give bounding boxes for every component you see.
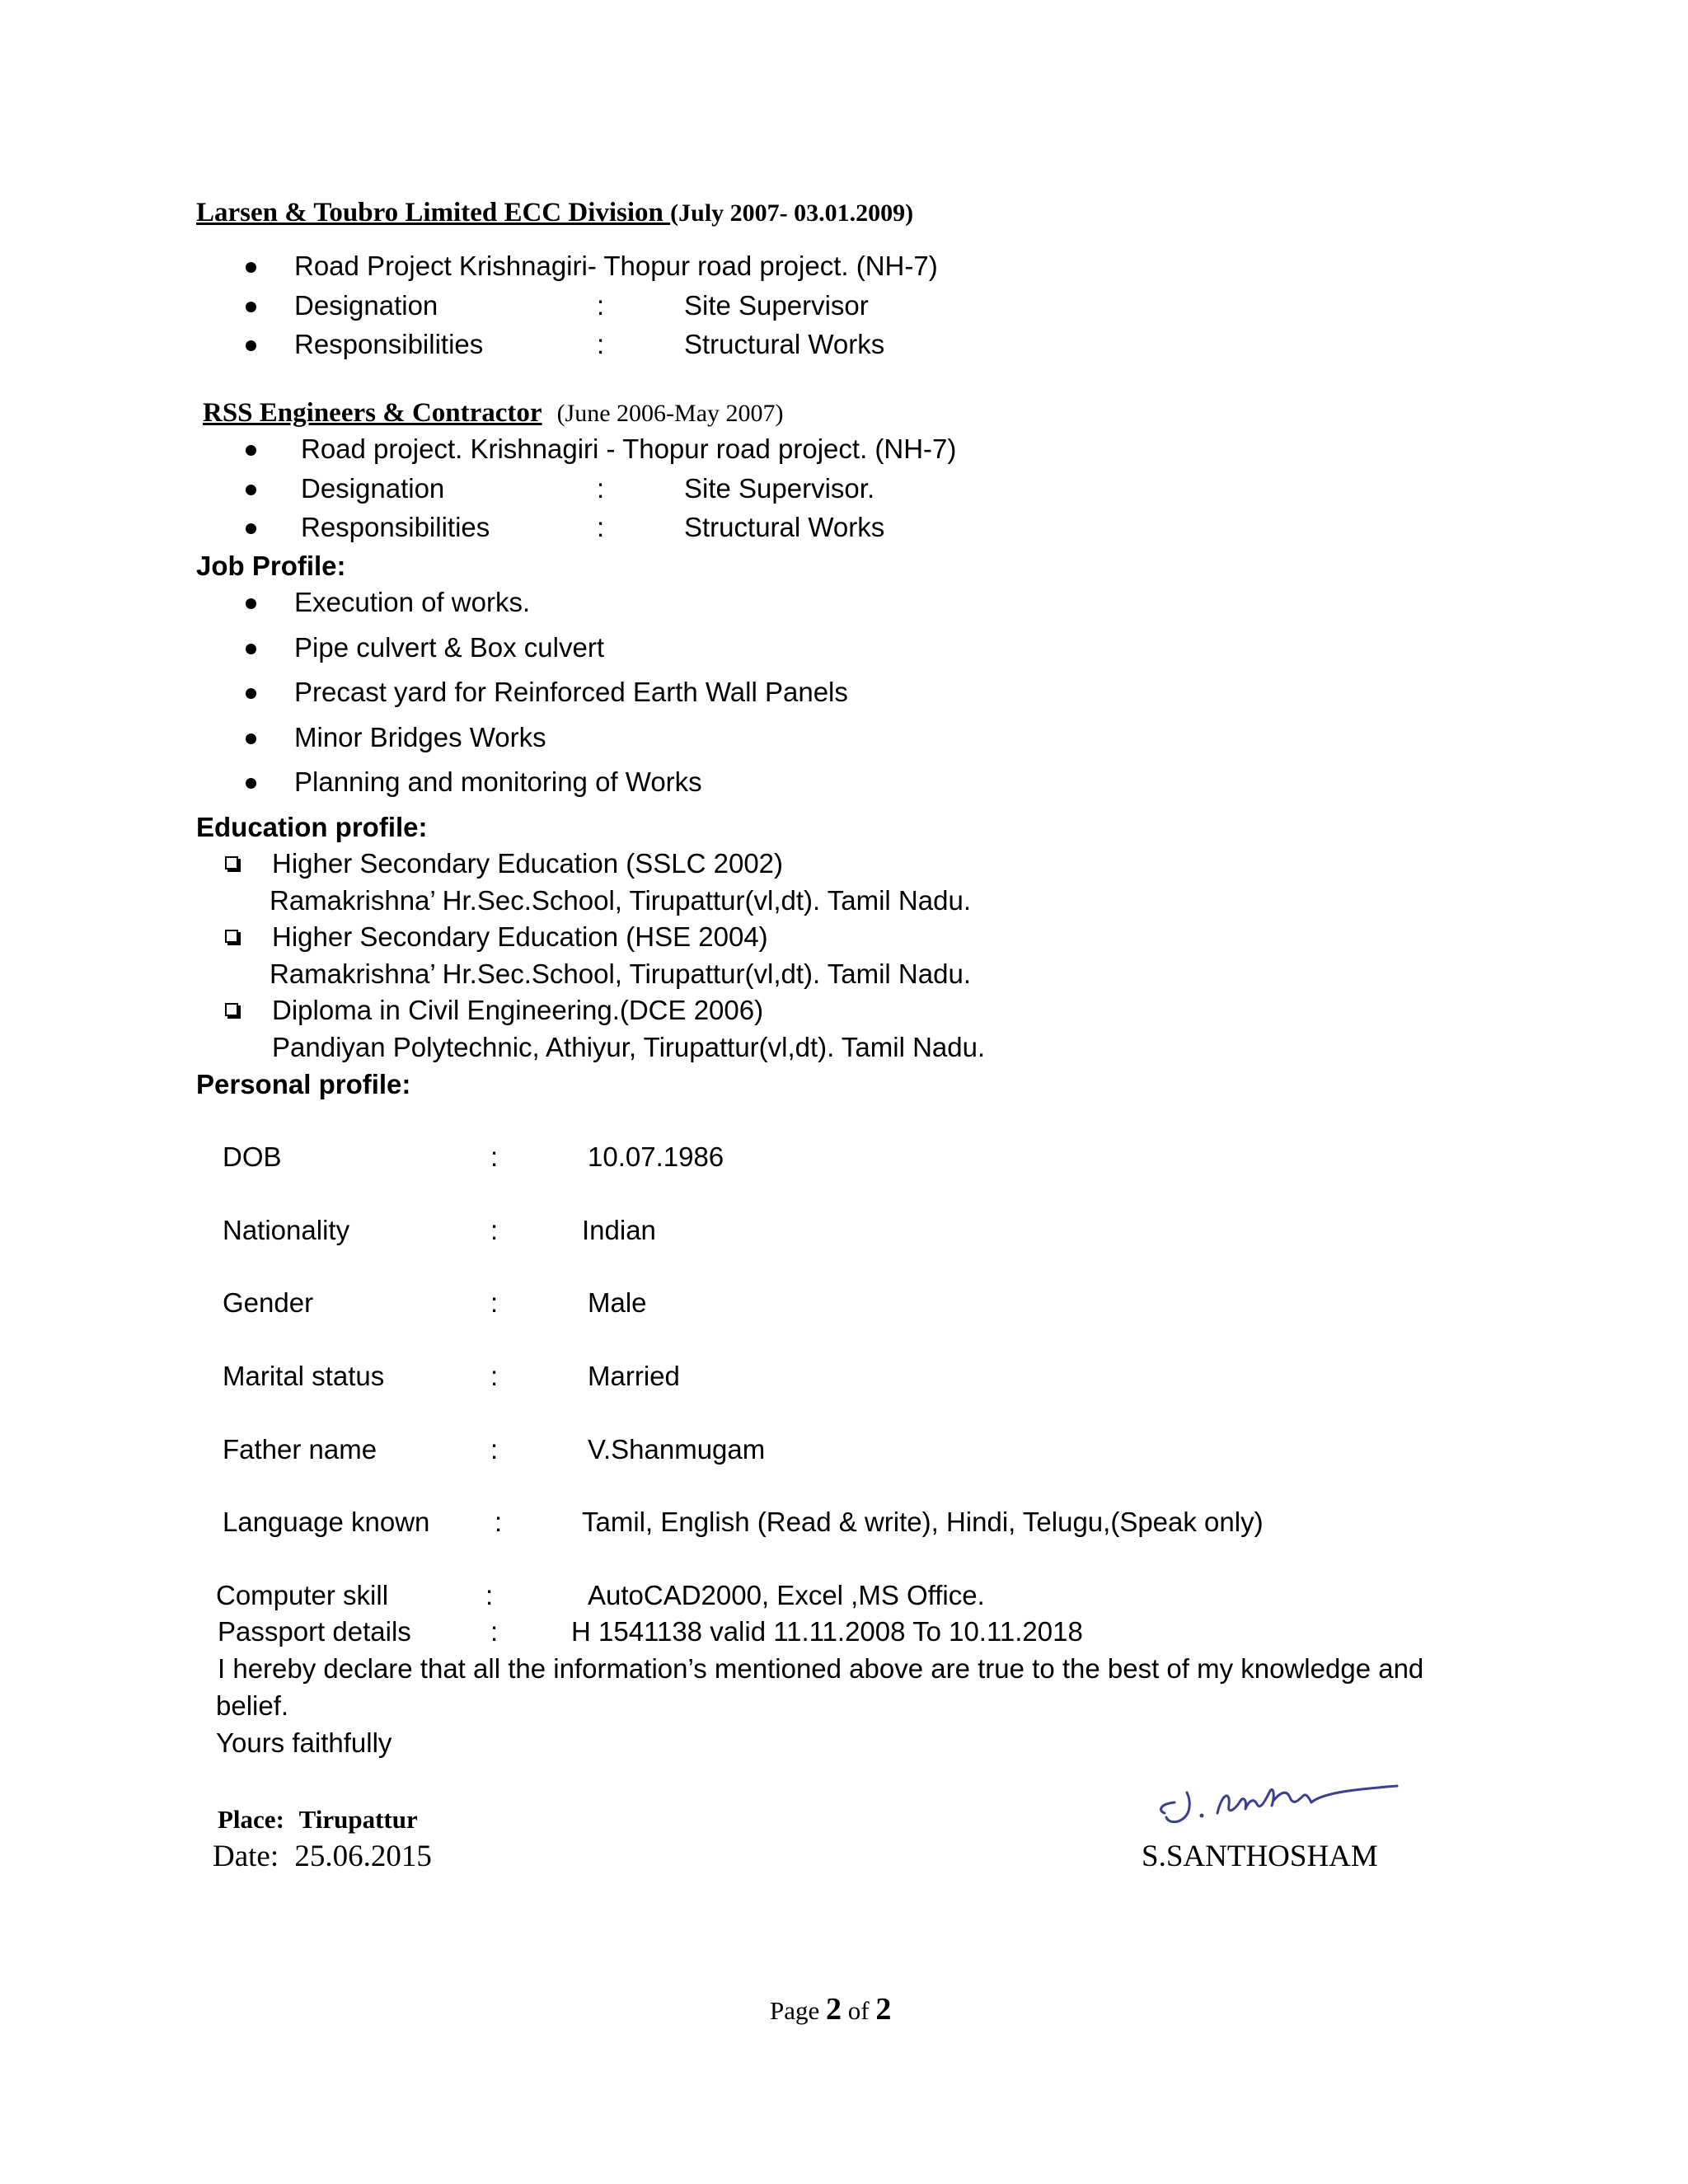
bullet-icon bbox=[246, 644, 256, 654]
place-line bbox=[218, 1805, 418, 1835]
education-title: Higher Secondary Education (HSE 2004) bbox=[272, 921, 768, 952]
job-2-responsibilities-label: Responsibilities bbox=[301, 512, 490, 542]
bullet-icon bbox=[246, 598, 256, 609]
checkbox-square-icon bbox=[225, 1003, 238, 1016]
colon: : bbox=[490, 1287, 499, 1318]
job-1-period: (July 2007- 03.01.2009) bbox=[670, 199, 914, 227]
personal-value-computer: AutoCAD2000, Excel ,MS Office. bbox=[588, 1580, 985, 1610]
bullet-icon bbox=[246, 778, 256, 789]
colon: : bbox=[495, 1507, 503, 1537]
job-profile-item: Precast yard for Reinforced Earth Wall Panels bbox=[294, 677, 848, 707]
page-current: 2 bbox=[826, 1992, 842, 2027]
date-value: 25.06.2015 bbox=[294, 1840, 432, 1873]
personal-value-nationality: Indian bbox=[582, 1215, 656, 1245]
page-number bbox=[770, 1991, 891, 2027]
personal-value-passport: H 1541138 valid 11.11.2008 To 10.11.2018 bbox=[571, 1616, 1083, 1647]
colon: : bbox=[597, 329, 605, 359]
education-heading: Education profile: bbox=[196, 812, 428, 842]
job-2-header bbox=[203, 398, 784, 429]
personal-value-language: Tamil, English (Read & write), Hindi, Telugu,(Speak only) bbox=[582, 1507, 1264, 1537]
personal-value-dob: 10.07.1986 bbox=[588, 1141, 724, 1172]
job-1-responsibilities: Structural Works bbox=[684, 329, 885, 359]
education-school: Ramakrishna’ Hr.Sec.School, Tirupattur(vl,dt). Tamil Nadu. bbox=[270, 885, 971, 916]
closing: Yours faithfully bbox=[216, 1727, 392, 1758]
personal-label-passport: Passport details bbox=[218, 1616, 411, 1647]
job-profile-item: Minor Bridges Works bbox=[294, 722, 546, 752]
personal-value-marital: Married bbox=[588, 1361, 680, 1391]
personal-label-dob: DOB bbox=[223, 1141, 282, 1172]
personal-label-marital: Marital status bbox=[223, 1361, 385, 1391]
job-profile-heading: Job Profile: bbox=[196, 551, 346, 581]
job-2-project: Road project. Krishnagiri - Thopur road project. (NH-7) bbox=[301, 434, 957, 464]
bullet-icon bbox=[246, 340, 256, 351]
job-1-designation: Site Supervisor bbox=[684, 290, 869, 321]
job-1-company: Larsen & Toubro Limited ECC Division bbox=[196, 198, 671, 227]
personal-label-computer: Computer skill bbox=[216, 1580, 389, 1610]
declaration-line-1: I hereby declare that all the information’s mentioned above are true to the best of my knowledge and bbox=[218, 1653, 1424, 1684]
colon: : bbox=[597, 290, 605, 321]
education-school: Ramakrishna’ Hr.Sec.School, Tirupattur(vl,dt). Tamil Nadu. bbox=[270, 958, 971, 989]
checkbox-square-icon bbox=[225, 856, 238, 869]
education-title: Diploma in Civil Engineering.(DCE 2006) bbox=[272, 995, 764, 1025]
job-2-designation-label: Designation bbox=[301, 473, 445, 504]
job-profile-item: Pipe culvert & Box culvert bbox=[294, 632, 604, 663]
job-1-designation-label: Designation bbox=[294, 290, 438, 321]
job-1-responsibilities-label: Responsibilities bbox=[294, 329, 484, 359]
colon: : bbox=[490, 1616, 499, 1647]
declaration-line-2: belief. bbox=[216, 1690, 289, 1721]
job-1-header bbox=[196, 198, 913, 228]
job-2-company: RSS Engineers & Contractor bbox=[203, 398, 542, 428]
personal-label-language: Language known bbox=[223, 1507, 430, 1537]
education-school: Pandiyan Polytechnic, Athiyur, Tirupattur(vl,dt). Tamil Nadu. bbox=[272, 1032, 986, 1062]
bullet-icon bbox=[246, 445, 256, 456]
job-2-designation: Site Supervisor. bbox=[684, 473, 875, 504]
job-profile-item: Planning and monitoring of Works bbox=[294, 766, 702, 797]
bullet-icon bbox=[246, 302, 256, 312]
personal-heading: Personal profile: bbox=[196, 1069, 411, 1099]
personal-label-nationality: Nationality bbox=[223, 1215, 350, 1245]
personal-value-gender: Male bbox=[588, 1287, 647, 1318]
job-profile-item: Execution of works. bbox=[294, 587, 531, 617]
of-word: of bbox=[847, 1996, 870, 2025]
job-1-project: Road Project Krishnagiri- Thopur road project. (NH-7) bbox=[294, 251, 938, 281]
bullet-icon bbox=[246, 485, 256, 495]
place-label: Place: bbox=[218, 1805, 284, 1834]
date-label: Date: bbox=[213, 1840, 279, 1873]
bullet-icon bbox=[246, 523, 256, 534]
colon: : bbox=[490, 1215, 499, 1245]
signatory-name: S.SANTHOSHAM bbox=[1142, 1840, 1378, 1873]
job-2-responsibilities: Structural Works bbox=[684, 512, 885, 542]
date-line bbox=[213, 1839, 432, 1874]
colon: : bbox=[485, 1580, 494, 1610]
signature-image bbox=[1150, 1768, 1405, 1830]
colon: : bbox=[490, 1361, 499, 1391]
personal-label-father: Father name bbox=[223, 1434, 377, 1465]
job-2-period: (June 2006-May 2007) bbox=[556, 400, 784, 427]
bullet-icon bbox=[246, 688, 256, 699]
personal-label-gender: Gender bbox=[223, 1287, 314, 1318]
colon: : bbox=[597, 473, 605, 504]
checkbox-square-icon bbox=[225, 930, 238, 943]
education-title: Higher Secondary Education (SSLC 2002) bbox=[272, 848, 784, 879]
bullet-icon bbox=[246, 262, 256, 273]
bullet-icon bbox=[246, 733, 256, 744]
place-value: Tirupattur bbox=[298, 1805, 418, 1834]
page-word: Page bbox=[770, 1996, 820, 2025]
colon: : bbox=[490, 1141, 499, 1172]
colon: : bbox=[597, 512, 605, 542]
colon: : bbox=[490, 1434, 499, 1465]
page-total: 2 bbox=[875, 1992, 892, 2027]
personal-value-father: V.Shanmugam bbox=[588, 1434, 766, 1465]
